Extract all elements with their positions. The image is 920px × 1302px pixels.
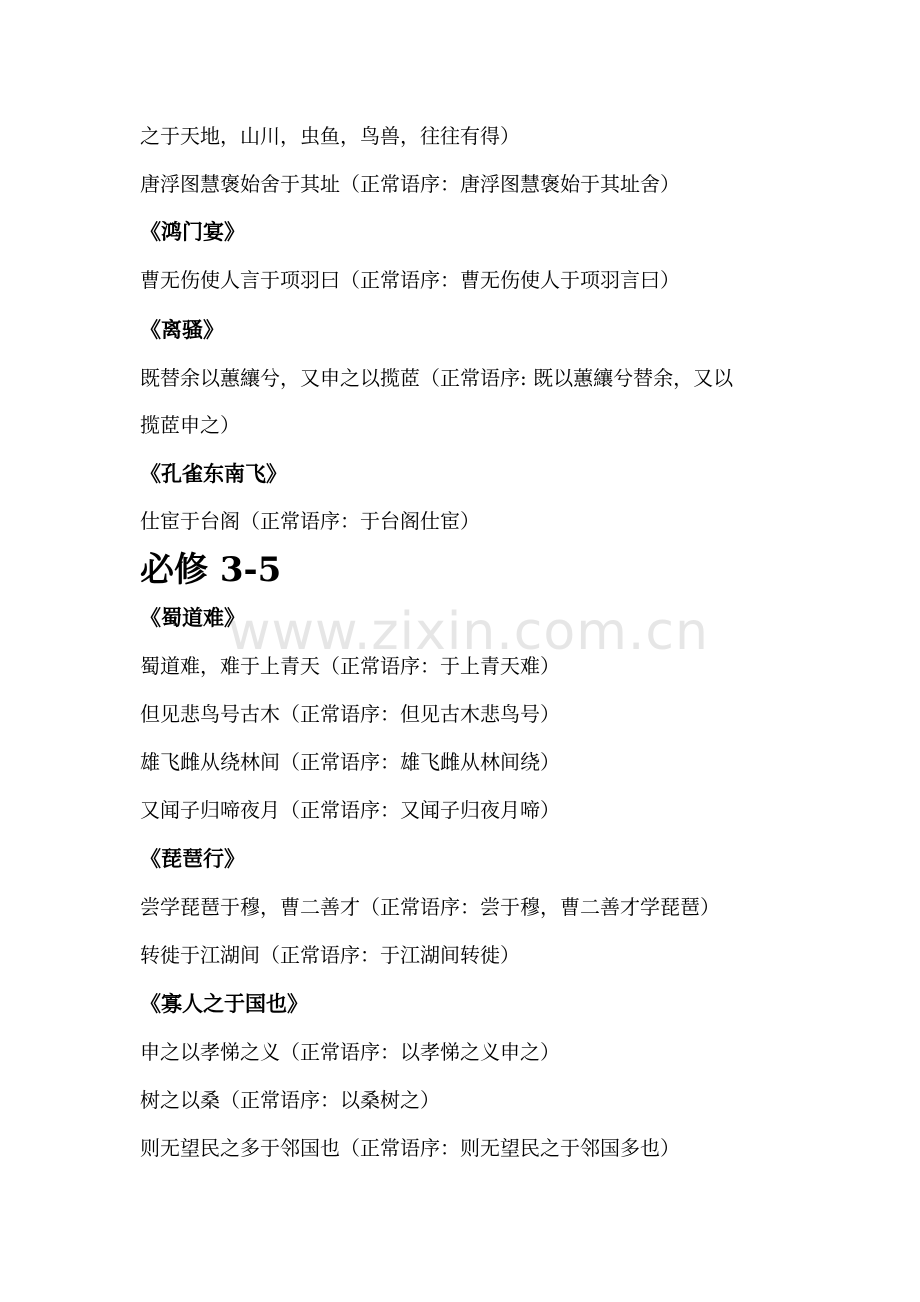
chapter-heading: 《琵琶行》	[140, 846, 245, 871]
chapter-heading: 《离骚》	[140, 317, 224, 342]
chapter-heading: 《蜀道难》	[140, 605, 245, 630]
text-line: 仕宦于台阁（正常语序：于台阁仕宦）	[140, 509, 480, 533]
text-line: 既替余以蕙纕兮，又申之以揽茝（正常语序: 既以蕙纕兮替余，又以	[140, 366, 734, 390]
text-line: 转徙于江湖间（正常语序：于江湖间转徙）	[140, 943, 520, 967]
section-title: 必修 3-5	[140, 550, 282, 590]
chapter-heading: 《孔雀东南飞》	[140, 461, 287, 486]
chapter-heading: 《寡人之于国也》	[140, 991, 308, 1016]
text-line: 揽茝申之）	[140, 413, 240, 437]
text-line: 之于天地，山川，虫鱼，鸟兽，往往有得）	[140, 124, 520, 148]
text-line: 雄飞雌从绕林间（正常语序：雄飞雌从林间绕）	[140, 750, 560, 774]
watermark: www.zixin.com.cn	[228, 602, 709, 662]
text-line: 尝学琵琶于穆，曹二善才（正常语序：尝于穆，曹二善才学琵琶）	[140, 895, 720, 919]
chapter-heading: 《鸿门宴》	[140, 219, 245, 244]
text-line: 又闻子归啼夜月（正常语序：又闻子归夜月啼）	[140, 798, 560, 822]
text-line: 蜀道难，难于上青天（正常语序：于上青天难）	[140, 654, 560, 678]
text-line: 曹无伤使人言于项羽曰（正常语序：曹无伤使人于项羽言曰）	[140, 268, 680, 292]
text-line: 但见悲鸟号古木（正常语序：但见古木悲鸟号）	[140, 702, 560, 726]
text-line: 则无望民之多于邻国也（正常语序：则无望民之于邻国多也）	[140, 1136, 680, 1160]
text-line: 申之以孝悌之义（正常语序：以孝悌之义申之）	[140, 1040, 560, 1064]
text-line: 唐浮图慧褒始舍于其址（正常语序：唐浮图慧褒始于其址舍）	[140, 172, 680, 196]
text-line: 树之以桑（正常语序：以桑树之）	[140, 1088, 440, 1112]
